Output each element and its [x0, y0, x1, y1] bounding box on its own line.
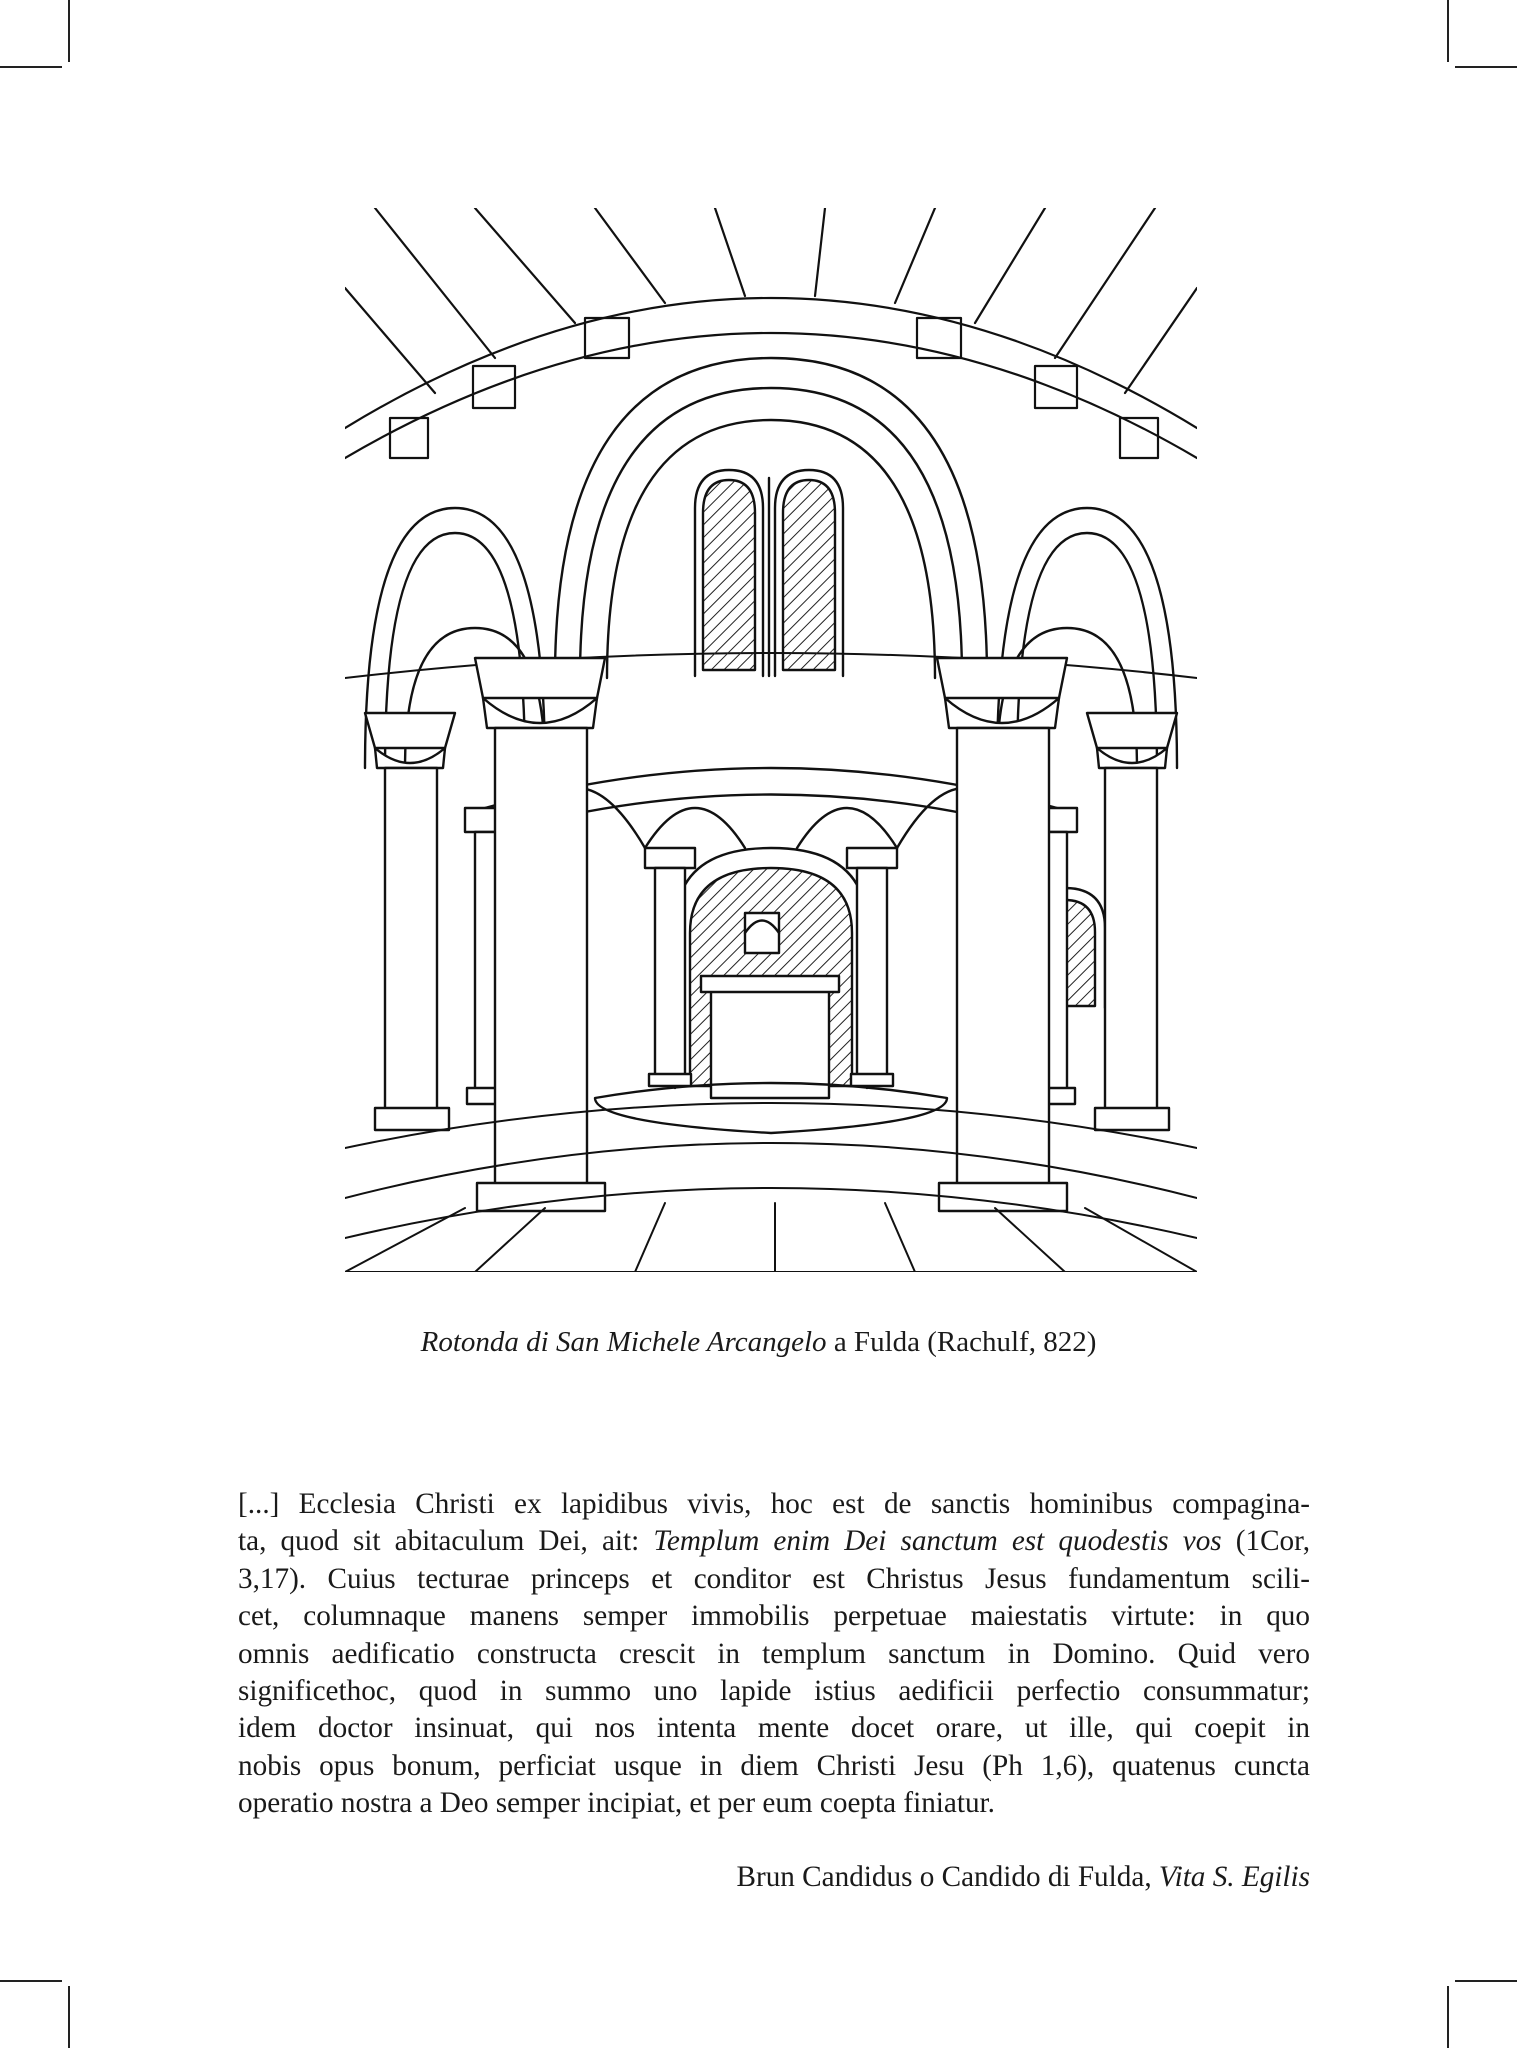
quote-line: cet, columnaque manens semper immobilis perpetuae maiestatis virtute: in quo [238, 1600, 1310, 1633]
rotunda-interior-drawing-icon [345, 208, 1197, 1272]
quote-line: nobis opus bonum, perficiat usque in diem Christi Jesu (Ph 1,6), quatenus cuncta [238, 1749, 1310, 1782]
crop-mark-top-right-h [1455, 66, 1517, 68]
crop-mark-top-left-h [0, 66, 62, 68]
quote-line: operatio nostra a Deo semper incipiat, et per eum coepta finiatur. [238, 1787, 995, 1820]
attribution-work: Vita S. Egilis [1158, 1861, 1310, 1893]
quote-line [238, 1523, 1310, 1560]
quote-line-part: (1Cor, [1221, 1525, 1310, 1558]
quote-line: omnis aedificatio constructa crescit in templum sanctum in Domino. Quid vero [238, 1637, 1310, 1670]
crop-mark-bottom-left [68, 1986, 70, 2048]
quote-line: significethoc, quod in summo uno lapide istius aedificii perfectio consummatur; [238, 1675, 1310, 1708]
quote-attribution [737, 1859, 1311, 1896]
quote-line: 3,17). Cuius tecturae princeps et conditor est Christus Jesus fundamentum scili- [238, 1562, 1310, 1595]
figure-caption [0, 1322, 1517, 1362]
quote-line-italic: Templum enim Dei sanctum est quodestis vos [653, 1525, 1222, 1558]
crop-mark-bottom-left-h [0, 1980, 62, 1982]
crop-mark-top-left [68, 0, 70, 62]
quote-line: idem doctor insinuat, qui nos intenta mente docet orare, ut ille, qui coepit in [238, 1712, 1310, 1745]
floor-tiles [345, 1103, 1197, 1272]
caption-rest: a Fulda (Rachulf, 822) [826, 1326, 1097, 1358]
quote-line: [...] Ecclesia Christi ex lapidibus vivis, hoc est de sanctis hominibus compagina- [238, 1488, 1310, 1520]
latin-quote [238, 1486, 1310, 1823]
crop-mark-bottom-right-h [1455, 1980, 1517, 1982]
central-arch [555, 358, 987, 678]
attribution-author: Brun Candidus o Candido di Fulda, [736, 1861, 1159, 1893]
crop-mark-top-right [1447, 0, 1449, 62]
quote-line-part: ta, quod sit abitaculum Dei, ait: [238, 1525, 654, 1558]
crop-mark-bottom-right [1447, 1986, 1449, 2048]
caption-title: Rotonda di San Michele Arcangelo [420, 1326, 827, 1358]
